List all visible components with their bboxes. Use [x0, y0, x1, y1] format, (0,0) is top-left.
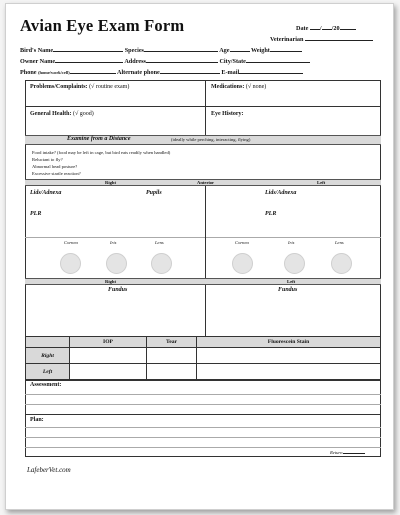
weight-field[interactable]: Weight: [251, 47, 302, 54]
left-lids-adnexa[interactable]: Lids/Adnexa: [265, 190, 297, 196]
iop-header: IOP: [70, 337, 147, 348]
left-plr[interactable]: PLR: [265, 211, 277, 217]
right-fundus[interactable]: Fundus: [108, 287, 128, 293]
return-field[interactable]: Return: [330, 450, 365, 455]
right-plr[interactable]: PLR: [30, 211, 42, 217]
birds-name-field[interactable]: Bird's Name: [20, 47, 123, 54]
left-fundus[interactable]: Fundus: [278, 287, 298, 293]
right-lens-diagram[interactable]: [151, 253, 172, 274]
question-startle: Excessive startle reaction?: [32, 171, 81, 176]
medications-field[interactable]: Medications: (√ none): [211, 84, 267, 90]
species-field[interactable]: Species: [125, 47, 218, 54]
owner-name-field[interactable]: Owner Name: [20, 58, 123, 65]
right-cornea-diagram[interactable]: [60, 253, 81, 274]
problems-field[interactable]: Problems/Complaints: (√ routine exam): [30, 84, 130, 90]
right-fluorescein-cell[interactable]: [197, 348, 381, 364]
website-footer: LafeberVet.com: [27, 466, 71, 474]
date-field[interactable]: Date / /20: [296, 23, 356, 32]
right-lids-adnexa[interactable]: Lids/Adnexa: [30, 190, 62, 196]
left-iris-diagram[interactable]: [284, 253, 305, 274]
plan-label[interactable]: Plan:: [30, 417, 44, 423]
anterior-band: Right Anterior Left: [25, 179, 381, 186]
phone-field[interactable]: Phone (home/work/cell): [20, 69, 116, 76]
measurements-table: [25, 336, 381, 380]
distance-exam-band: Examine from a Distance (ideally while perching, interacting, flying): [25, 135, 381, 145]
client-row-3: [20, 67, 303, 76]
client-row-1: [20, 45, 302, 54]
right-tear-cell[interactable]: [147, 348, 197, 364]
right-iris-diagram[interactable]: [106, 253, 127, 274]
fluorescein-header: Fluorescein Stain: [197, 337, 381, 348]
form-title: Avian Eye Exam Form: [20, 16, 185, 35]
left-tear-cell[interactable]: [147, 364, 197, 380]
left-lens-label: Lens: [335, 240, 344, 245]
left-row-label: Left: [26, 364, 70, 380]
left-cornea-label: Cornea: [235, 240, 249, 245]
right-row-label: Right: [26, 348, 70, 364]
left-iris-label: Iris: [288, 240, 295, 245]
right-iris-label: Iris: [110, 240, 117, 245]
assessment-label[interactable]: Assessment:: [30, 382, 62, 388]
right-iop-cell[interactable]: [70, 348, 147, 364]
question-reluctant-fly: Reluctant to fly?: [32, 157, 63, 162]
alt-phone-field[interactable]: Alternate phone: [117, 69, 220, 76]
question-food-intake: Food intake? (food may be left in cage, but bird eats readily when handled): [32, 150, 171, 155]
left-cornea-diagram[interactable]: [232, 253, 253, 274]
eye-history-field[interactable]: Eye History:: [211, 111, 244, 117]
city-state-field[interactable]: City/State: [219, 58, 309, 65]
veterinarian-field[interactable]: Veterinarian: [270, 34, 373, 43]
general-health-field[interactable]: General Health: (√ good): [30, 111, 94, 117]
left-lens-diagram[interactable]: [331, 253, 352, 274]
left-iop-cell[interactable]: [70, 364, 147, 380]
client-row-2: [20, 56, 310, 65]
right-pupils[interactable]: Pupils: [146, 190, 162, 196]
right-cornea-label: Cornea: [64, 240, 78, 245]
age-field[interactable]: Age: [219, 47, 249, 54]
tear-header: Tear: [147, 337, 197, 348]
email-field[interactable]: E-mail: [221, 69, 303, 76]
right-lens-label: Lens: [155, 240, 164, 245]
address-field[interactable]: Address: [124, 58, 218, 65]
left-fluorescein-cell[interactable]: [197, 364, 381, 380]
fundus-band: Right Left: [25, 278, 381, 285]
question-head-posture: Abnormal head posture?: [32, 164, 78, 169]
exam-form-sheet: [5, 3, 394, 510]
